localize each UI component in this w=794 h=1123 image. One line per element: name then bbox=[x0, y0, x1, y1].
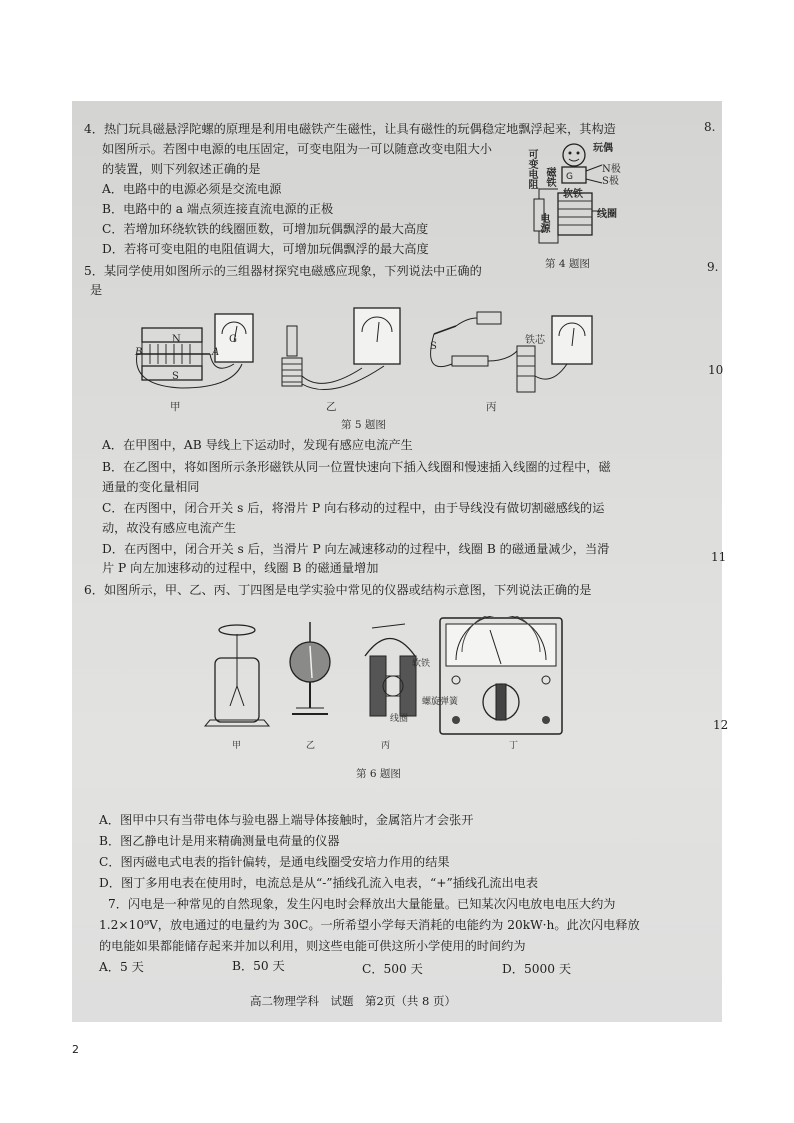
q5-label-iron-core: 铁芯 bbox=[525, 335, 545, 346]
q4-line-1: 4．热门玩具磁悬浮陀螺的原理是利用电磁铁产生磁性，让具有磁性的玩偶稳定地飘浮起来，其构造 bbox=[84, 122, 616, 136]
edge-fragment-8: 8. bbox=[704, 120, 716, 134]
q6-label-ding: 丁 bbox=[509, 741, 519, 751]
q7-option-a: A．5 天 bbox=[99, 960, 144, 974]
q7-option-d: D．5000 天 bbox=[502, 962, 572, 976]
q5-label-a: A bbox=[212, 347, 220, 358]
q5-option-c: C．在丙图中，闭合开关 s 后，将滑片 P 向右移动的过程中，由于导线没有做切割磁感线的运 bbox=[102, 501, 605, 515]
q7-line-1: 7．闪电是一种常见的自然现象，发生闪电时会释放出大量能量。已知某次闪电放电电压大约为 bbox=[108, 897, 616, 911]
q7-option-c: C．500 天 bbox=[362, 962, 423, 976]
q4-figure-caption: 第 4 题图 bbox=[545, 258, 590, 270]
q5-figure-caption: 第 5 题图 bbox=[341, 419, 386, 431]
q4-option-c: C．若增加环绕软铁的线圈匝数，可增加玩偶飘浮的最大高度 bbox=[102, 222, 429, 236]
q6-label-spiral-spring: 螺旋弹簧 bbox=[422, 697, 459, 707]
q6-label-jia: 甲 bbox=[232, 741, 242, 751]
q4-label-n-pole: N极 bbox=[602, 164, 621, 175]
q7-line-3: 的电能如果都能储存起来并加以利用，则这些电能可供这所小学使用的时间约为 bbox=[99, 939, 526, 953]
q4-option-a: A．电路中的电源必须是交流电源 bbox=[102, 182, 282, 196]
q4-line-2: 如图所示。若图中电源的电压固定，可变电阻为一可以随意改变电阻大小 bbox=[102, 142, 492, 156]
q7-option-b: B．50 天 bbox=[232, 959, 285, 973]
q5-line-1: 5．某同学使用如图所示的三组器材探究电磁感应现象，下列说法中正确的 bbox=[84, 264, 482, 278]
q5-option-c-cont: 动，故没有感应电流产生 bbox=[102, 521, 237, 535]
q6-stem: 6．如图所示，甲、乙、丙、丁四图是电学实验中常见的仪器或结构示意图，下列说法正确的是 bbox=[84, 583, 592, 597]
q4-label-magnet: 磁铁 bbox=[544, 167, 555, 187]
q5-label-b: B bbox=[135, 347, 143, 358]
edge-fragment-9: 9. bbox=[707, 260, 719, 274]
q5-label-bing: 丙 bbox=[486, 401, 497, 413]
edge-fragment-10: 10 bbox=[708, 363, 724, 377]
q4-label-s-pole: S极 bbox=[602, 176, 619, 187]
edge-fragment-12: 12 bbox=[713, 718, 729, 732]
page-footer: 高二物理学科 试题 第2页（共 8 页） bbox=[250, 994, 456, 1008]
scanned-exam-photo bbox=[72, 101, 722, 1022]
q5-label-s: S bbox=[172, 371, 179, 382]
q7-line-2: 1.2×10⁹V，放电通过的电量约为 30C。一所希望小学每天消耗的电能约为 20kW·h。此次闪电释放 bbox=[99, 918, 640, 932]
q4-label-power: 电源 bbox=[538, 213, 549, 233]
q5-option-a: A．在甲图中，AB 导线上下运动时，发现有感应电流产生 bbox=[102, 438, 413, 452]
q6-label-bing: 丙 bbox=[381, 741, 391, 751]
q6-label-yi: 乙 bbox=[306, 741, 316, 751]
q6-option-a: A．图甲中只有当带电体与验电器上端导体接触时，金属箔片才会张开 bbox=[99, 813, 474, 827]
q5-option-b: B．在乙图中，将如图所示条形磁铁从同一位置快速向下插入线圈和慢速插入线圈的过程中，磁 bbox=[102, 460, 611, 474]
q5-label-yi: 乙 bbox=[326, 401, 337, 413]
q6-option-b: B．图乙静电计是用来精确测量电荷量的仪器 bbox=[99, 834, 340, 848]
q4-option-b: B．电路中的 a 端点须连接直流电源的正极 bbox=[102, 202, 334, 216]
q5-label-jia: 甲 bbox=[170, 401, 181, 413]
q5-option-b-cont: 通量的变化量相同 bbox=[102, 480, 200, 494]
edge-fragment-11: 11 bbox=[711, 550, 727, 564]
page-number: 2 bbox=[72, 1043, 79, 1056]
q6-option-d: D．图丁多用电表在使用时，电流总是从“-”插线孔流入电表，“+”插线孔流出电表 bbox=[99, 876, 539, 890]
q4-label-variable-resistor: 可变电阻 bbox=[526, 149, 537, 189]
q5-label-g: G bbox=[229, 334, 237, 345]
q4-option-d: D．若将可变电阻的电阻值调大，可增加玩偶飘浮的最大高度 bbox=[102, 242, 429, 256]
q5-line-2: 是 bbox=[90, 283, 103, 297]
q6-figure-caption: 第 6 题图 bbox=[356, 768, 401, 780]
q5-label-n: N bbox=[172, 334, 181, 345]
q6-figure-instruments bbox=[200, 616, 570, 746]
q4-line-3: 的装置，则下列叙述正确的是 bbox=[102, 162, 261, 176]
q5-option-d-cont: 片 P 向左加速移动的过程中，线圈 B 的磁通量增加 bbox=[102, 561, 379, 575]
q6-label-soft-iron: 软铁 bbox=[412, 659, 431, 669]
svg-text:G: G bbox=[566, 172, 573, 182]
q4-label-soft-iron: 软铁 bbox=[563, 189, 583, 200]
q6-option-c: C．图丙磁电式电表的指针偏转，是通电线圈受安培力作用的结果 bbox=[99, 855, 450, 869]
q4-label-coil: 线圈 bbox=[597, 209, 617, 220]
q4-label-doll: 玩偶 bbox=[593, 143, 613, 154]
q5-figure-apparatus bbox=[122, 306, 602, 406]
q6-label-coil: 线圈 bbox=[390, 714, 409, 724]
q5-option-d: D．在丙图中，闭合开关 s 后，当滑片 P 向左减速移动的过程中，线圈 B 的磁通量减少，当滑 bbox=[102, 542, 610, 556]
q5-label-switch: S bbox=[430, 341, 437, 352]
